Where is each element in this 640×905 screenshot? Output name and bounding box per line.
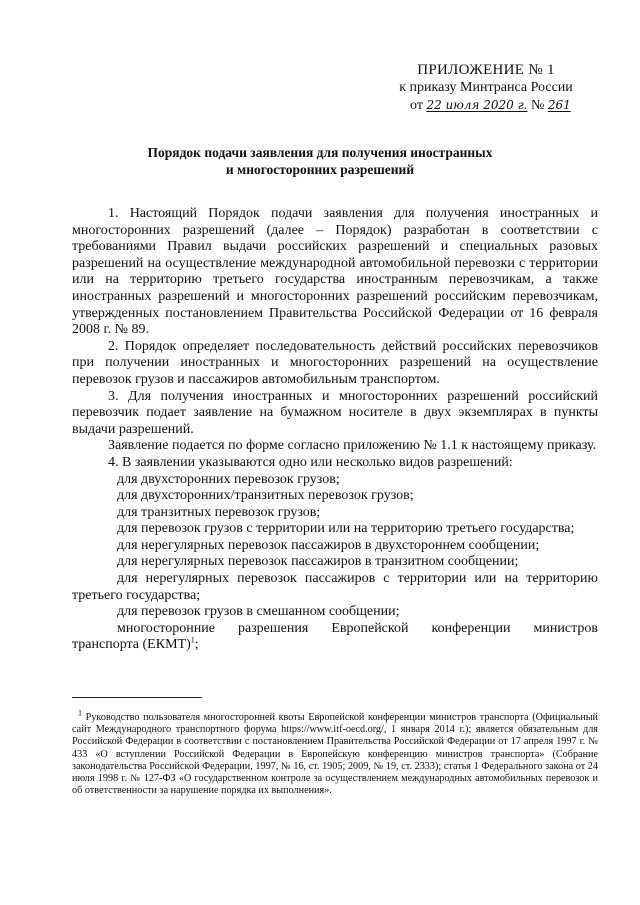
paragraph-3b: Заявление подается по форме согласно приложению № 1.1 к настоящему приказу. <box>108 438 597 454</box>
list-item: для перевозок грузов в смешанном сообщении; <box>117 604 400 620</box>
list-item: для нерегулярных перевозок пассажиров в транзитном сообщении; <box>117 554 519 570</box>
handwritten-number: 261 <box>547 98 571 112</box>
document-title <box>0 144 640 178</box>
list-item: для нерегулярных перевозок пассажиров в двухстороннем сообщении; <box>117 537 540 553</box>
appendix-header <box>386 62 586 115</box>
ecmt-item-line-1: многосторонние разрешения Европейской конференции министров <box>117 620 598 636</box>
ecmt-text: транспорта (ЕКМТ) <box>72 637 191 653</box>
paragraph-1: 1. Настоящий Порядок подачи заявления для получения иностранных и многосторонних разрешений (далее – Порядок) разработан в соответствии с требованиями Правил выдачи российских разрешений и специальных разовых разрешений на осуществление международной автомобильной перевозки с территории или на территорию третьего государства иностранным перевозчикам, а также иностранных разрешений и многосторонних разрешений российским перевозчикам, утвержденных постановлением Правительства Российской Федерации от 16 февраля 2008 г. № 89. <box>72 206 598 338</box>
footnote-text: Руководство пользователя многосторонней квоты Европейской конференции министров транспорта (Официальный сайт Международного транспортного форума https://www.itf-oecd.org/, 1 января 2014 г.); является обязательным для Российской Федерации в соответствии с постановлением Правительства Российской Федерации от 17 апреля 1997 г. № 433 «О вступлении Российской Федерации в Европейскую конференцию министров транспорта» (Собрание законодательства Российской Федерации, 1997, № 16, ст. 1905; 2009, № 19, ст. 2333); статья 1 Федерального закона от 24 июля 1998 г. № 127-ФЗ «О государственном контроле за осуществлением международных автомобильных перевозок и об ответственности за нарушение порядка их выполнения». <box>72 712 598 797</box>
list-item: для нерегулярных перевозок пассажиров с территории или на территорию третьего государства; <box>72 571 598 603</box>
footnote-divider <box>72 697 202 698</box>
order-date-line <box>386 96 586 115</box>
ecmt-item-line-2 <box>72 637 598 654</box>
footnote-marker: 1 <box>78 708 82 718</box>
order-reference: к приказу Минтранса России <box>399 80 573 95</box>
footnote <box>72 708 598 797</box>
list-item: для перевозок грузов с территории или на территорию третьего государства; <box>117 521 575 537</box>
ecmt-tail: ; <box>194 637 199 653</box>
list-item: для двухсторонних/транзитных перевозок грузов; <box>117 488 414 504</box>
paragraph-4: 4. В заявлении указываются одно или несколько видов разрешений: <box>108 454 513 470</box>
paragraph-3: 3. Для получения иностранных и многосторонних разрешений российский перевозчик подает заявление на бумажном носителе в двух экземплярах в пункты выдачи разрешений. <box>72 388 598 437</box>
list-item: для транзитных перевозок грузов; <box>117 504 321 520</box>
number-label: № <box>530 98 545 113</box>
from-label: от <box>410 98 423 113</box>
title-line-2: и многосторонних разрешений <box>225 162 415 177</box>
footnote-reference: 1 <box>190 635 195 645</box>
paragraph-2: 2. Порядок определяет последовательность действий российских перевозчиков при получении иностранных и многосторонних разрешений на осуществление перевозок грузов и пассажиров автомобильным транспортом. <box>72 338 598 387</box>
list-item: для двухсторонних перевозок грузов; <box>117 471 340 487</box>
title-line-1: Порядок подачи заявления для получения иностранных <box>147 145 493 160</box>
handwritten-date: 22 июля 2020 г. <box>426 98 528 112</box>
appendix-label: ПРИЛОЖЕНИЕ № 1 <box>417 62 555 78</box>
document-body <box>72 206 598 654</box>
